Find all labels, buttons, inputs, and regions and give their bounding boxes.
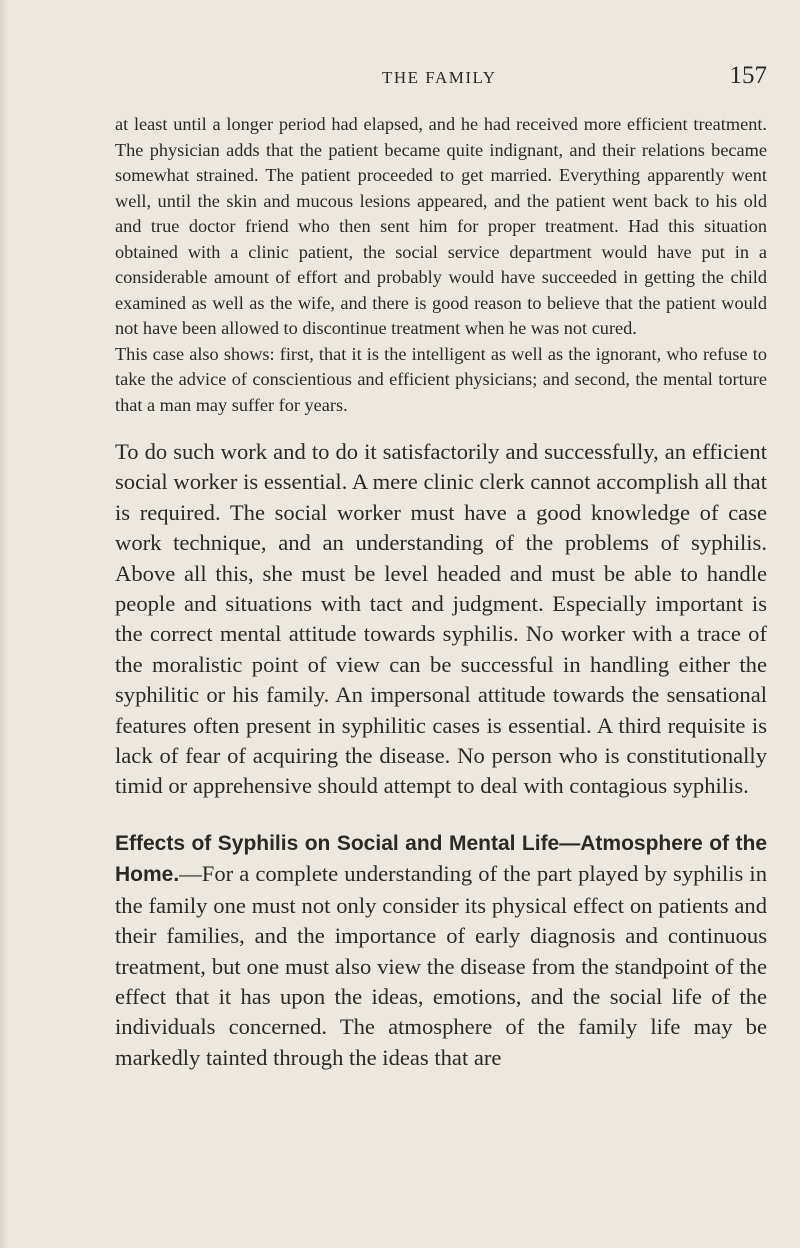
running-head: THE FAMILY bbox=[382, 68, 497, 87]
page-header bbox=[112, 62, 767, 102]
paragraph-case-summary: This case also shows: first, that it is the intelligent as well as the ignorant, who refuse to take the advice of conscientious and efficient physicians; and second, the mental torture that a man may suffer for years. bbox=[115, 343, 767, 415]
section-heading: Effects of Syphilis on Social and Mental Life—Atmosphere of the Home. bbox=[115, 831, 767, 887]
page-body bbox=[115, 112, 767, 1073]
page-number: 157 bbox=[729, 62, 767, 89]
paragraph-section-effects bbox=[115, 828, 767, 1073]
paragraph-case-continuation: at least until a longer period had elapsed, and he had received more efficient treatment. The physician adds that the patient became quite indignant, and their relations became somewhat strained. The patient proceeded to get married. Everything apparently went well, until the skin and mucous lesions appeared, and the patient went back to his old and true doctor friend who then sent him for proper treatment. Had this situation obtained with a clinic patient, the social service department would have put in a considerable amount of effort and probably would have succeeded in getting the child examined as well as the wife, and there is good reason to believe that the patient would not have been allowed to discontinue treatment when he was not cured. bbox=[115, 114, 767, 338]
section-text: —For a complete understanding of the part played by syphilis in the family one must not only consider its physical effect on patients and their families, and the importance of early diagnosis and continuous treatment, but one must also view the disease from the standpoint of the effect that it has upon the ideas, emotions, and the social life of the individuals concerned. The atmosphere of the family life may be markedly tainted through the ideas that are bbox=[115, 861, 767, 1070]
page-edge bbox=[0, 0, 8, 1248]
paragraph-social-worker: To do such work and to do it satisfactorily and successfully, an efficient social worker is essential. A mere clinic clerk cannot accomplish all that is required. The social worker must have a good knowledge of case work technique, and an understanding of the problems of syphilis. Above all this, she must be level headed and must be able to handle people and situations with tact and judgment. Especially important is the correct mental attitude towards syphilis. No worker with a trace of the moralistic point of view can be successful in handling either the syphilitic or his family. An impersonal attitude towards the sensational features often present in syphilitic cases is essential. A third requisite is lack of fear of acquiring the disease. No person who is constitutionally timid or apprehensive should attempt to deal with contagious syphilis. bbox=[115, 439, 767, 799]
